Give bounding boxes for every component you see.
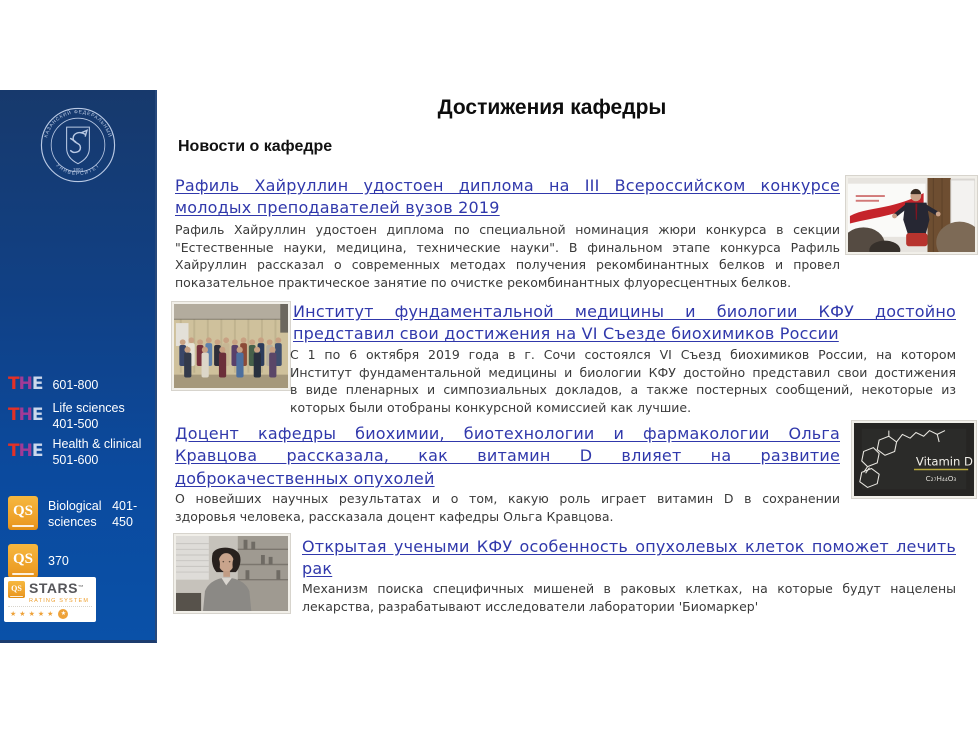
lecture-photo-thumbnail [846,176,977,254]
qs-biological-sciences-value: 401-450 [112,499,138,529]
kfu-university-emblem [39,106,117,184]
qs-stars-title: STARS™ [29,580,85,596]
the-ranking-life-sciences [8,400,125,432]
star-icon: ★ [28,609,35,618]
qs-logo: QS [8,581,25,598]
the-life-sciences-label: Life sciences [52,401,125,415]
news-link-1[interactable]: Рафиль Хайруллин удостоен диплома на III Всероссийском конкурсе молодых преподавателей вузов 2019 [175,176,840,218]
the-life-sciences-value: 401-500 [52,417,99,431]
svg-text:КАЗАНСКИЙ ФЕДЕРАЛЬНЫЙ: КАЗАНСКИЙ ФЕДЕРАЛЬНЫЙ [44,110,112,139]
star-icon: ★ [47,609,54,618]
the-logo: THE [8,374,43,394]
vitamin-d-formula: C₂₇H₄₄O₃ [925,473,957,483]
sidebar [0,90,157,643]
star-icon: ★ [10,609,17,618]
qs-stars-rating [8,606,92,619]
qs-stars-subtitle: RATING SYSTEM [29,598,90,604]
news-link-2[interactable]: Институт фундаментальной медицины и биологии КФУ достойно представил свои достижения на VI Съезде биохимиков России [293,302,956,344]
page-title: Достижения кафедры [437,96,667,119]
svg-text:1804: 1804 [73,167,83,172]
congress-group-photo-thumbnail [172,302,290,390]
news-body-1: Рафиль Хайруллин удостоен диплома по специальной номинация жюри конкурса в секции "Естественные науки, медицина, технические науки". В финальном этапе конкурса Рафиль Хайруллин рассказал о современных методах получения рекомбинантных белков и провел показательное практическое занятие по очистке рекомбинантных флуоресцентных белков. [175,222,840,290]
svg-text:УНИВЕРСИТЕТ: УНИВЕРСИТЕТ [54,163,102,178]
the-logo: THE [8,441,43,461]
star-icon: ★ [37,609,45,618]
qs-ranking-biological-sciences [8,496,155,530]
qs-ranking-overall [8,544,69,578]
the-health-clinical-label: Health & clinical [52,437,142,451]
qs-biological-sciences-label: Biological sciences [48,499,102,529]
news-link-3[interactable]: Доцент кафедры биохимии, биотехнологии и фармакологии Ольга Кравцова рассказала, как витамин D влияет на развитие доброкачественных опухолей [175,424,840,488]
qs-stars-badge [4,577,96,622]
qs-logo: QS [8,544,38,578]
news-body-2: С 1 по 6 октября 2019 года в г. Сочи состоялся VI Съезд биохимиков России, на котором Институт фундаментальной медицины и биологии КФУ достойно представил свои достижения в виде пленарных и симпозиальных докладов, а также постерных сообщений, некоторые из которых были отобраны конкурсной комиссией как лучшие. [290,347,956,415]
qs-logo: QS [8,496,38,530]
the-overall-value: 601-800 [52,378,99,392]
vitamin-d-chalkboard-thumbnail [852,421,976,498]
the-ranking-overall [8,372,98,396]
star-icon: ★ [19,609,26,618]
the-ranking-health-clinical [8,436,141,468]
scientist-portrait-thumbnail [174,534,290,613]
news-body-4: Механизм поиска специфичных мишеней в раковых клетках, на которые будут нацелены лекарства, разрабатывают исследователи лаборатории 'Биомаркер' [302,581,956,614]
circled-star-icon: ★ [58,609,68,619]
zilant-dragon-icon [71,130,87,152]
the-logo: THE [8,405,43,425]
section-heading: Новости о кафедре [178,138,333,155]
qs-overall-value: 370 [48,554,69,568]
news-link-4[interactable]: Открытая учеными КФУ особенность опухолевых клеток поможет лечить рак [302,537,956,579]
the-health-clinical-value: 501-600 [52,453,99,467]
news-body-3: О новейших научных результатах и о том, какую роль играет витамин D в сохранении здоровья человека, рассказала доцент кафедры Ольга Кравцова. [175,491,840,524]
vitamin-d-label: Vitamin D [915,454,974,469]
